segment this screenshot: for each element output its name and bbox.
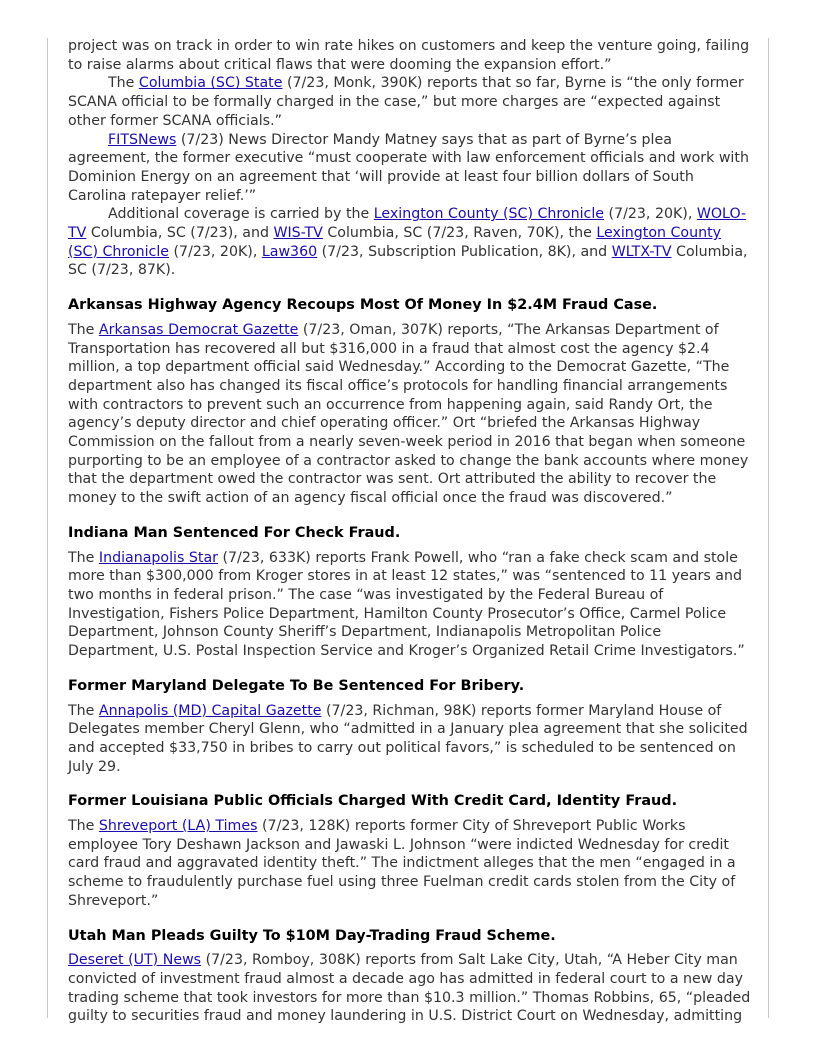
text-segment: The [68,549,99,566]
text-segment: Additional coverage is carried by the [108,206,374,223]
article-body [68,951,752,1026]
link-wltx-tv[interactable]: WLTX-TV [611,243,672,260]
link-columbia-sc-state[interactable]: Columbia (SC) State [138,75,283,92]
left-margin-rule [47,38,48,1018]
newsletter-content [68,37,752,1026]
link-wis-tv[interactable]: WIS-TV [273,225,323,242]
text-segment: (7/23, Richman, 98K) reports former Maryland House of Delegates member Cheryl Glenn, who “admitted in a January plea agreement that she solicited and accepted $33,750 in bribes to carry out political favors,” is scheduled to be sentenced on July 29. [68,702,748,775]
source-link[interactable]: Shreveport (LA) Times [98,818,258,835]
source-link[interactable]: Indianapolis Star [98,549,218,566]
article-louisiana [68,792,752,910]
text-segment: Columbia, SC (7/23), and [86,225,274,242]
source-link[interactable]: Annapolis (MD) Capital Gazette [98,702,322,719]
text-segment: Columbia, SC (7/23, Raven, 70K), the [322,225,597,242]
intro-paragraph-fitsnews [68,131,752,206]
link-law360[interactable]: Law360 [261,243,318,260]
article-body [68,549,752,661]
intro-paragraph-additional-coverage [68,205,752,280]
text-segment: (7/23, 633K) reports Frank Powell, who “ran a fake check scam and stole more than $300,000 from Kroger stores in at least 12 states,” was “sentenced to 11 years and two months in federal prison.” The case “was investigated by the Federal Bureau of Investigation, Fishers Police Department, Hamilton County Prosecutor’s Office, Carmel Police Department, Johnson County Sheriff’s Department, Indianapolis Metropolitan Police Department, U.S. Postal Inspection Service and Kroger’s Organized Retail Crime Investigators.” [68,549,745,660]
article-arkansas [68,296,752,508]
article-maryland [68,677,752,777]
link-fitsnews[interactable]: FITSNews [108,131,177,148]
link-wolo-tv[interactable]: WOLO-TV [68,206,747,242]
text-segment: (7/23, 20K), [604,206,697,223]
article-body [68,321,752,508]
article-headline: Former Maryland Delegate To Be Sentenced For Bribery. [68,677,525,694]
text-segment: (7/23, Subscription Publication, 8K), and [317,243,612,260]
source-link[interactable]: Deseret (UT) News [68,952,202,969]
text-segment: The [108,75,139,92]
text-segment: (7/23) News Director Mandy Matney says that as part of Byrne’s plea agreement, the former executive “must cooperate with law enforcement officials and work with Dominion Energy on an agreement that ‘will provide at least four billion dollars of South Carolina ratepayer relief.’” [68,131,749,204]
text-segment: The [68,321,99,338]
article-headline: Arkansas Highway Agency Recoups Most Of Money In $2.4M Fraud Case. [68,297,658,314]
intro-paragraph-columbia-state [68,74,752,130]
text-segment: (7/23, 20K), [169,243,262,260]
article-headline: Indiana Man Sentenced For Check Fraud. [68,524,401,541]
intro-paragraph-continued: project was on track in order to win rate hikes on customers and keep the venture going, failing to raise alarms about critical flaws that were dooming the expansion effort.” [68,38,750,73]
text-segment: (7/23, Monk, 390K) reports that so far, Byrne is “the only former SCANA official to be formally charged in the case,” but more charges are “expected against other former SCANA officials.” [68,75,744,129]
text-segment: Columbia, SC (7/23, 87K). [68,243,748,279]
right-margin-rule [768,38,769,1018]
text-segment: The [68,818,99,835]
link-lexington-county-chronicle[interactable]: Lexington County (SC) Chronicle [373,206,605,223]
article-headline: Former Louisiana Public Officials Charged With Credit Card, Identity Fraud. [68,793,678,810]
text-segment: (7/23, Romboy, 308K) reports from Salt Lake City, Utah, “A Heber City man convicted of investment fraud almost a decade ago has admitted in federal court to a new day trading scheme that took investors for more than $10.3 million.” Thomas Robbins, 65, “pleaded guilty to securities fraud and money laundering in U.S. District Court on Wednesday, admitting [68,952,751,1025]
article-utah [68,927,752,1027]
article-body [68,817,752,911]
link-lexington-county-chronicle-2[interactable]: Lexington County (SC) Chronicle [68,225,722,260]
article-indiana [68,524,752,661]
text-segment: The [68,702,99,719]
source-link[interactable]: Arkansas Democrat Gazette [98,321,299,338]
text-segment: (7/23, Oman, 307K) reports, “The Arkansas Department of Transportation has recovered all but $316,000 in a fraud that almost cost the agency $2.4 million, a top department official said Wednesday.” According to the Democrat Gazette, “The department also has changed its fiscal office’s protocols for handling financial arrangements with contractors to prevent such an occurrence from happening again, said Randy Ort, the agency’s deputy director and chief operating officer.” Ort “briefed the Arkansas Highway Commission on the fallout from a nearly seven-week period in 2016 that began when someone purporting to be an employee of a contractor asked to change the bank accounts where money that the department owed the contractor was sent. Ort attributed the ability to recover the money to the swift action of an agency fiscal official once the fraud was discovered.” [68,321,749,507]
text-segment: (7/23, 128K) reports former City of Shreveport Public Works employee Tory Deshawn Jackson and Jawaski L. Johnson “were indicted Wednesday for credit card fraud and aggravated identity theft.” The indictment alleges that the men “engaged in a scheme to fraudulently purchase fuel using three Fuelman credit cards stolen from the City of Shreveport.” [68,818,736,909]
article-headline: Utah Man Pleads Guilty To $10M Day-Trading Fraud Scheme. [68,927,556,944]
article-body [68,702,752,777]
